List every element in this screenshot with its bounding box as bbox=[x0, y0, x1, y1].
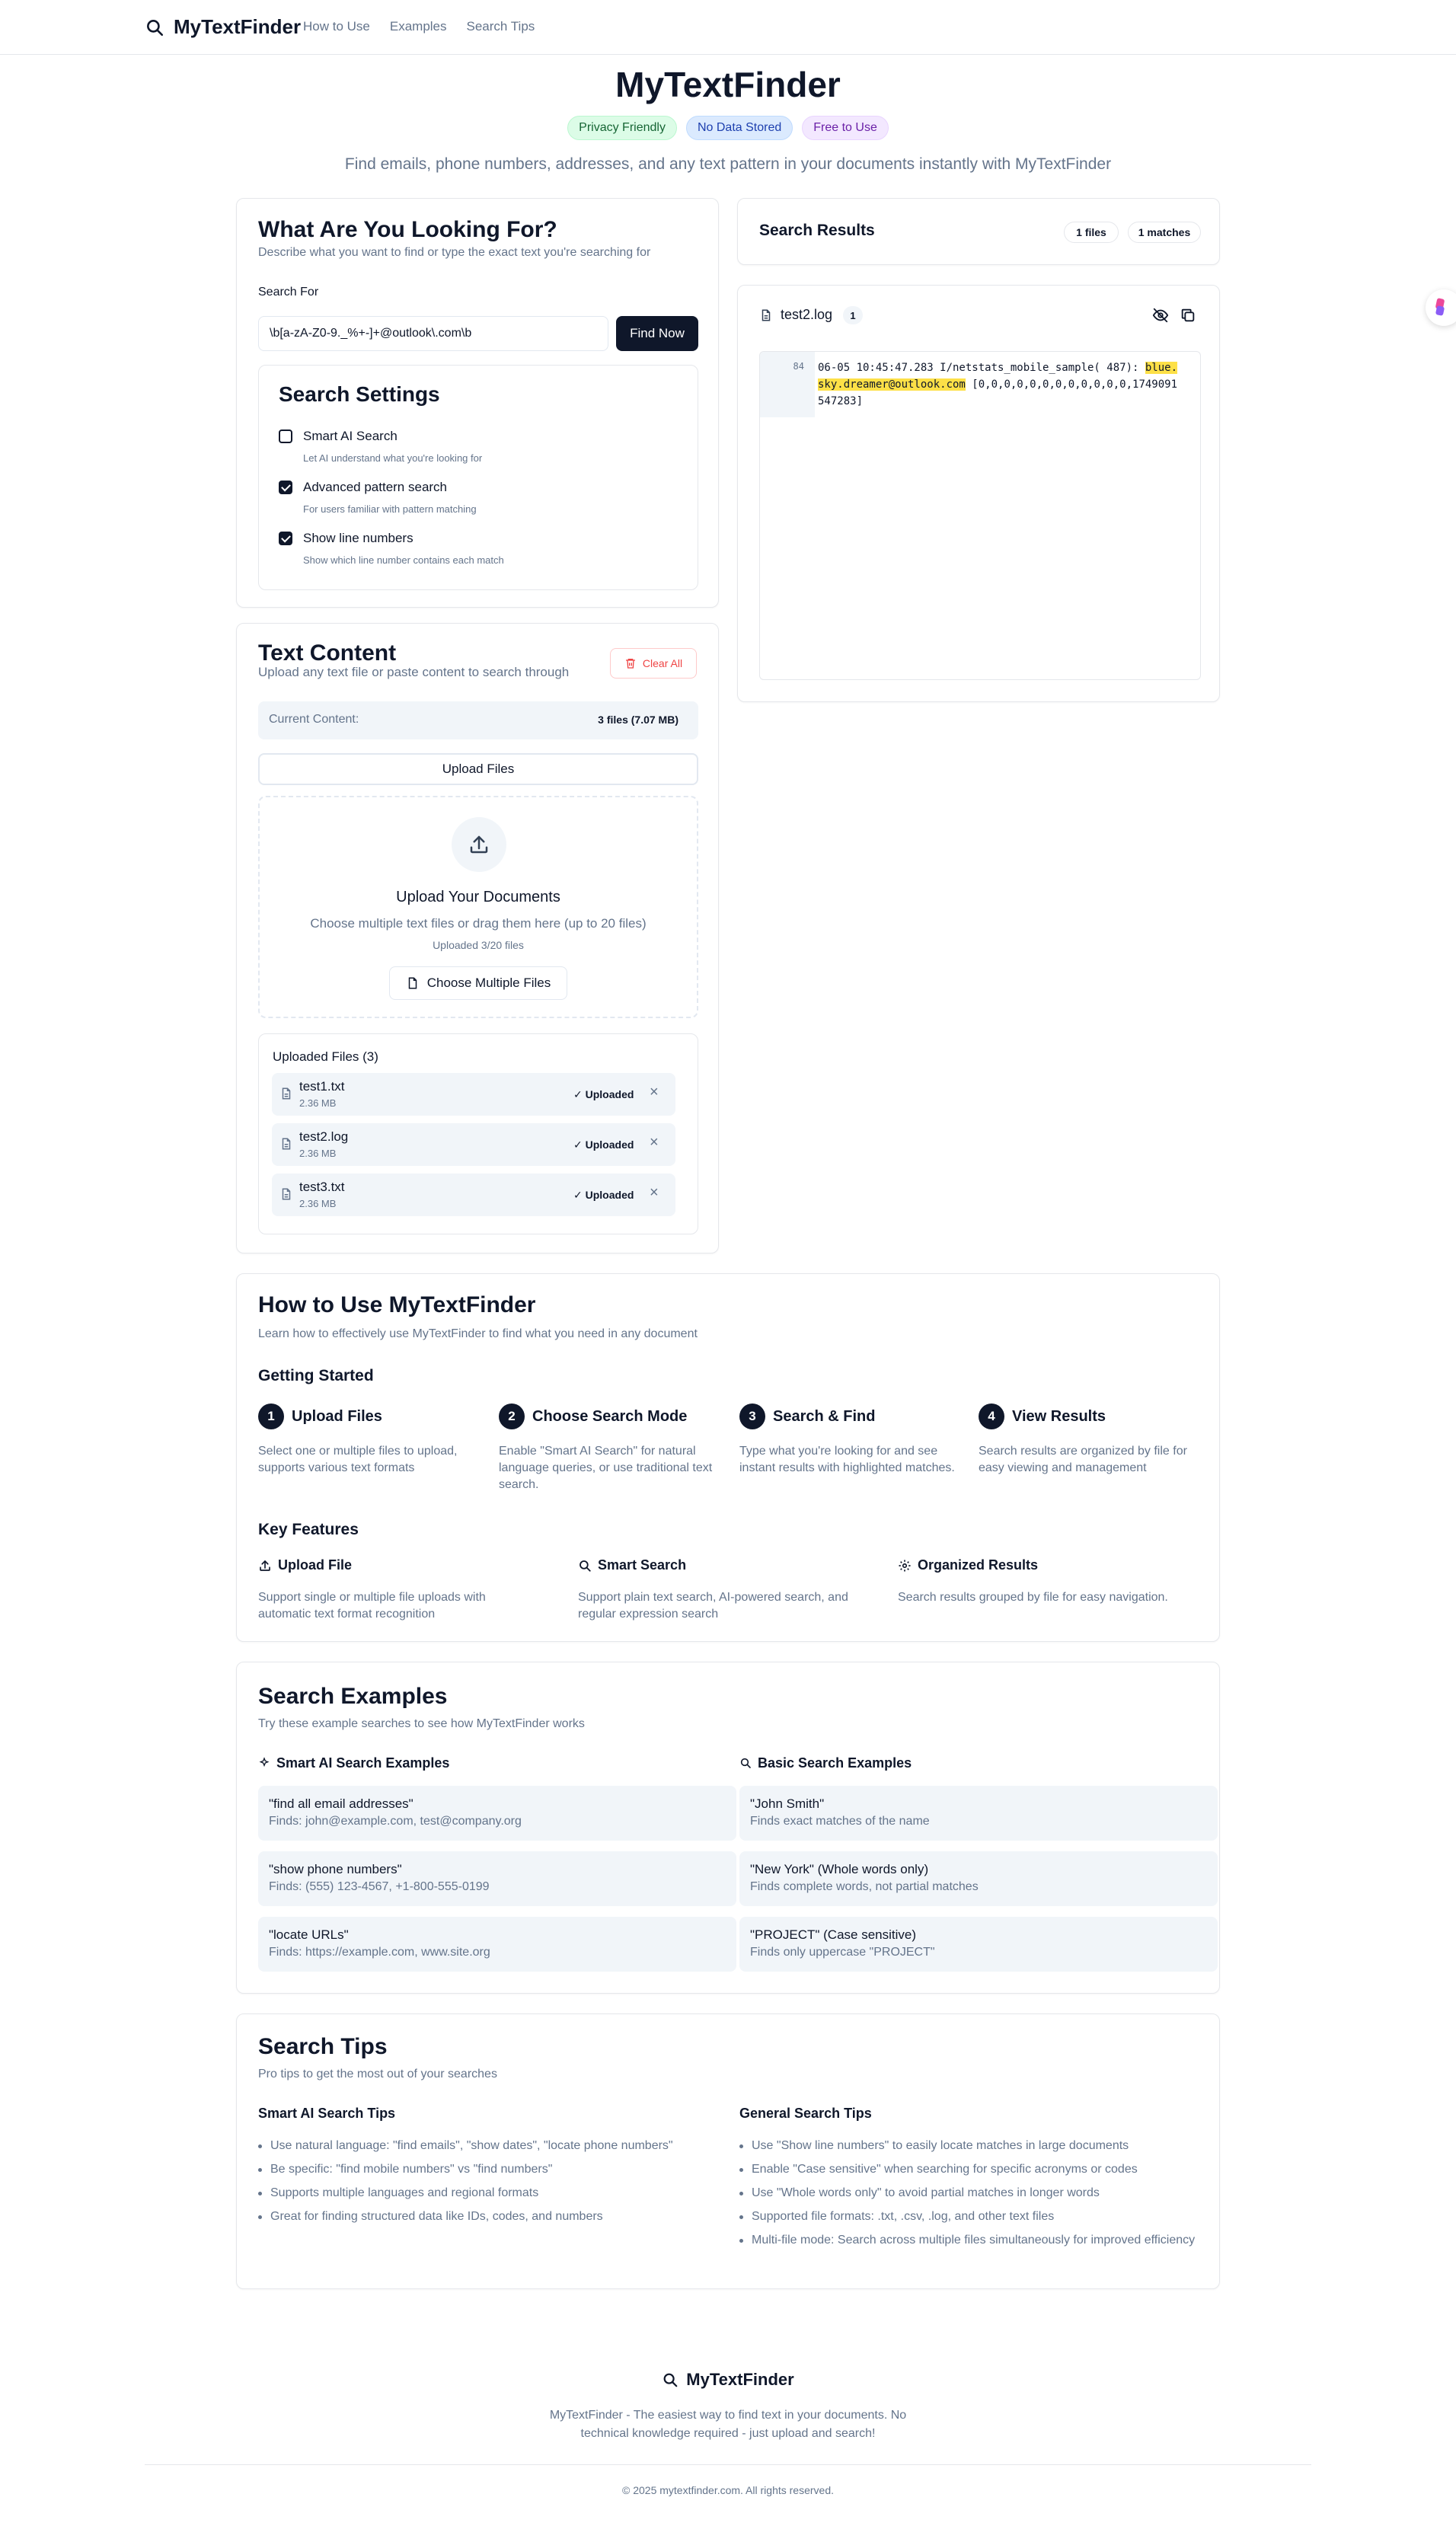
ai-example-item[interactable] bbox=[258, 1917, 736, 1972]
upload-title: Upload Your Documents bbox=[396, 889, 560, 905]
tip-item: Use natural language: "find emails", "show dates", "locate phone numbers" bbox=[258, 2138, 715, 2154]
current-content-value: 3 files (7.07 MB) bbox=[598, 714, 679, 726]
page-title: MyTextFinder bbox=[615, 65, 841, 104]
step-number: 3 bbox=[739, 1404, 765, 1429]
step-desc: Type what you're looking for and see instant results with highlighted matches. bbox=[739, 1445, 955, 1474]
file-status: ✓ Uploaded bbox=[573, 1138, 634, 1151]
tip-item: Multi-file mode: Search across multiple files simultaneously for improved efficiency bbox=[739, 2232, 1196, 2249]
feature-desc: Support plain text search, AI-powered search, and regular expression search bbox=[578, 1591, 848, 1621]
search-input[interactable] bbox=[258, 316, 608, 351]
search-input-value: \b[a-zA-Z0-9._%+-]+@outlook\.com\b bbox=[270, 327, 472, 340]
feature-desc: Support single or multiple file uploads with automatic text format recognition bbox=[258, 1591, 486, 1621]
examples-subtitle: Try these example searches to see how MyTextFinder works bbox=[258, 1717, 585, 1730]
nav-link-search-tips[interactable]: Search Tips bbox=[466, 19, 535, 34]
step-desc: Search results are organized by file for easy viewing and management bbox=[979, 1445, 1187, 1474]
example-result: Finds: https://example.com, www.site.org bbox=[269, 1946, 490, 1959]
result-match-highlight: blue. bbox=[1145, 362, 1178, 374]
basic-example-item[interactable] bbox=[739, 1917, 1218, 1972]
tips-title: Search Tips bbox=[258, 2034, 388, 2059]
file-name: test1.txt bbox=[299, 1079, 345, 1094]
smart-ai-desc: Let AI understand what you're looking for bbox=[303, 452, 483, 464]
file-icon bbox=[279, 1187, 293, 1201]
example-query: "show phone numbers" bbox=[269, 1862, 402, 1876]
file-name: test3.txt bbox=[299, 1180, 345, 1194]
floating-extension-button[interactable] bbox=[1426, 289, 1456, 326]
copy-icon[interactable] bbox=[1180, 307, 1196, 324]
badge-privacy: Privacy Friendly bbox=[567, 116, 677, 140]
search-settings-title: Search Settings bbox=[279, 382, 440, 406]
tips-subtitle: Pro tips to get the most out of your searches bbox=[258, 2068, 497, 2081]
ai-tips-title: Smart AI Search Tips bbox=[258, 2106, 396, 2121]
general-tips-title: General Search Tips bbox=[739, 2106, 872, 2121]
step-title: View Results bbox=[1012, 1408, 1106, 1425]
tip-item: Supports multiple languages and regional formats bbox=[258, 2185, 715, 2202]
remove-file-icon[interactable]: × bbox=[650, 1134, 659, 1151]
result-line-row-3 bbox=[818, 393, 1199, 410]
footer-brand-name: MyTextFinder bbox=[686, 2370, 794, 2389]
basic-example-item[interactable] bbox=[739, 1851, 1218, 1906]
example-result: Finds complete words, not partial matches bbox=[750, 1880, 979, 1893]
ai-example-item[interactable] bbox=[258, 1851, 736, 1906]
step-number: 2 bbox=[499, 1404, 525, 1429]
tip-item: Use "Show line numbers" to easily locate matches in large documents bbox=[739, 2138, 1196, 2154]
example-query: "John Smith" bbox=[750, 1796, 825, 1811]
ai-tips-list bbox=[258, 2138, 715, 2232]
search-results-header bbox=[737, 198, 1220, 265]
file-icon bbox=[406, 976, 420, 990]
example-result: Finds: (555) 123-4567, +1-800-555-0199 bbox=[269, 1880, 490, 1893]
current-content-label: Current Content: bbox=[269, 713, 359, 726]
how-to-use-section bbox=[236, 1273, 1220, 1642]
how-to-subtitle: Learn how to effectively use MyTextFinder to find what you need in any document bbox=[258, 1327, 698, 1340]
nav-links bbox=[303, 19, 535, 34]
files-count-pill: 1 files bbox=[1064, 222, 1119, 243]
feature-title: Organized Results bbox=[918, 1557, 1039, 1573]
search-settings-panel bbox=[258, 365, 698, 590]
feature-title: Smart Search bbox=[598, 1557, 687, 1573]
sparkles-icon bbox=[258, 1757, 270, 1769]
basic-examples-title: Basic Search Examples bbox=[758, 1755, 912, 1771]
footer-description: MyTextFinder - The easiest way to find text in your documents. No technical knowledge required - just upload and search! bbox=[549, 2409, 907, 2440]
search-icon bbox=[662, 2371, 679, 2388]
search-examples-section bbox=[236, 1662, 1220, 1994]
hide-eye-icon[interactable] bbox=[1152, 307, 1169, 324]
search-card bbox=[236, 198, 719, 608]
nav-link-how-to-use[interactable]: How to Use bbox=[303, 19, 370, 34]
extension-icon bbox=[1426, 289, 1456, 326]
hero-subtitle: Find emails, phone numbers, addresses, and any text pattern in your documents instantly with MyTextFinder bbox=[344, 155, 1112, 173]
step-desc: Select one or multiple files to upload, supports various text formats bbox=[258, 1445, 458, 1474]
result-line-before: 06-05 10:45:47.283 I/netstats_mobile_sample( 487): bbox=[818, 362, 1145, 374]
remove-file-icon[interactable]: × bbox=[650, 1084, 659, 1100]
tip-item: Use "Whole words only" to avoid partial matches in longer words bbox=[739, 2185, 1196, 2202]
file-name: test2.log bbox=[299, 1129, 349, 1144]
matches-count-pill: 1 matches bbox=[1128, 222, 1201, 243]
line-number: 84 bbox=[793, 361, 804, 372]
step-number: 4 bbox=[979, 1404, 1004, 1429]
file-status: ✓ Uploaded bbox=[573, 1088, 634, 1100]
search-card-title: What Are You Looking For? bbox=[258, 217, 557, 242]
getting-started-title: Getting Started bbox=[258, 1367, 374, 1384]
upload-desc: Choose multiple text files or drag them here (up to 20 files) bbox=[310, 916, 647, 931]
badge-free: Free to Use bbox=[802, 116, 889, 140]
smart-ai-label: Smart AI Search bbox=[303, 429, 398, 443]
gear-icon bbox=[898, 1559, 912, 1573]
nav-link-examples[interactable]: Examples bbox=[389, 19, 447, 34]
general-tips-list bbox=[739, 2138, 1196, 2256]
choose-files-label: Choose Multiple Files bbox=[426, 976, 551, 990]
file-size: 2.36 MB bbox=[299, 1148, 337, 1159]
example-query: "New York" (Whole words only) bbox=[750, 1862, 929, 1876]
text-content-title: Text Content bbox=[258, 640, 397, 666]
tip-item: Enable "Case sensitive" when searching for specific acronyms or codes bbox=[739, 2161, 1196, 2178]
tip-item: Supported file formats: .txt, .csv, .log, and other text files bbox=[739, 2208, 1196, 2225]
line-numbers-desc: Show which line number contains each match bbox=[303, 554, 504, 566]
search-tips-section bbox=[236, 2013, 1220, 2289]
result-line-after: 547283] bbox=[818, 395, 864, 407]
brand-logo[interactable] bbox=[145, 15, 301, 39]
advanced-pattern-desc: For users familiar with pattern matching bbox=[303, 503, 477, 515]
example-result: Finds exact matches of the name bbox=[750, 1815, 930, 1828]
example-query: "PROJECT" (Case sensitive) bbox=[750, 1927, 917, 1942]
file-size: 2.36 MB bbox=[299, 1097, 337, 1109]
choose-files-button[interactable] bbox=[389, 966, 567, 1000]
result-code-view bbox=[759, 351, 1201, 680]
line-numbers-label: Show line numbers bbox=[303, 531, 413, 545]
result-match-highlight: sky.dreamer@outlook.com bbox=[818, 378, 966, 391]
clear-all-label: Clear All bbox=[642, 657, 683, 669]
feature-title: Upload File bbox=[278, 1557, 353, 1573]
text-content-subtitle: Upload any text file or paste content to search through bbox=[258, 665, 570, 679]
footer-brand bbox=[0, 2370, 1456, 2390]
ai-examples-title: Smart AI Search Examples bbox=[276, 1755, 450, 1771]
find-now-button[interactable]: Find Now bbox=[616, 316, 698, 351]
uploaded-file-row bbox=[272, 1174, 675, 1216]
file-status: ✓ Uploaded bbox=[573, 1189, 634, 1201]
remove-file-icon[interactable]: × bbox=[650, 1184, 659, 1201]
result-line-row-1 bbox=[818, 359, 1199, 376]
example-result: Finds only uppercase "PROJECT" bbox=[750, 1946, 935, 1959]
tip-item: Great for finding structured data like IDs, codes, and numbers bbox=[258, 2208, 715, 2225]
step-number: 1 bbox=[258, 1404, 284, 1429]
step-title: Search & Find bbox=[773, 1408, 876, 1425]
file-icon bbox=[759, 308, 773, 322]
example-result: Finds: john@example.com, test@company.org bbox=[269, 1815, 522, 1828]
step-desc: Enable "Smart AI Search" for natural language queries, or use traditional text search. bbox=[499, 1445, 713, 1491]
key-features-title: Key Features bbox=[258, 1521, 359, 1538]
examples-title: Search Examples bbox=[258, 1684, 448, 1709]
upload-dropzone[interactable] bbox=[258, 796, 698, 1018]
search-icon bbox=[578, 1559, 592, 1573]
result-line-row-2 bbox=[818, 376, 1199, 393]
upload-icon bbox=[258, 1559, 272, 1573]
trash-icon bbox=[624, 657, 637, 669]
feature-desc: Search results grouped by file for easy navigation. bbox=[898, 1591, 1168, 1604]
result-line-after: [0,0,0,0,0,0,0,0,0,0,0,0,1749091 bbox=[965, 378, 1178, 391]
result-file-name: test2.log bbox=[781, 307, 833, 322]
upload-icon bbox=[452, 817, 506, 872]
footer-divider bbox=[145, 2464, 1311, 2465]
file-icon bbox=[279, 1137, 293, 1151]
result-line bbox=[818, 359, 1199, 410]
step-title: Choose Search Mode bbox=[532, 1408, 688, 1425]
upload-files-tab[interactable]: Upload Files bbox=[258, 753, 698, 785]
search-for-label: Search For bbox=[258, 286, 319, 299]
advanced-pattern-checkbox[interactable] bbox=[279, 481, 292, 494]
step-title: Upload Files bbox=[292, 1408, 382, 1425]
uploaded-files-title: Uploaded Files (3) bbox=[273, 1049, 378, 1064]
advanced-pattern-label: Advanced pattern search bbox=[303, 480, 448, 494]
top-navbar bbox=[0, 0, 1456, 55]
brand-name: MyTextFinder bbox=[174, 15, 302, 38]
ai-example-item[interactable] bbox=[258, 1786, 736, 1841]
tip-item: Be specific: "find mobile numbers" vs "find numbers" bbox=[258, 2161, 715, 2178]
example-query: "locate URLs" bbox=[269, 1927, 349, 1942]
text-content-card bbox=[236, 623, 719, 1253]
result-file-count: 1 bbox=[843, 306, 863, 324]
line-numbers-checkbox[interactable] bbox=[279, 532, 292, 545]
badge-no-data: No Data Stored bbox=[686, 116, 793, 140]
example-query: "find all email addresses" bbox=[269, 1796, 413, 1811]
uploaded-file-row bbox=[272, 1123, 675, 1166]
line-number-gutter bbox=[760, 352, 815, 417]
search-card-subtitle: Describe what you want to find or type the exact text you're searching for bbox=[258, 246, 651, 259]
uploaded-file-row bbox=[272, 1073, 675, 1116]
clear-all-button[interactable] bbox=[610, 648, 697, 679]
basic-example-item[interactable] bbox=[739, 1786, 1218, 1841]
search-icon bbox=[739, 1757, 752, 1769]
upload-count: Uploaded 3/20 files bbox=[433, 939, 524, 951]
hero-badges bbox=[0, 116, 1456, 140]
how-to-title: How to Use MyTextFinder bbox=[258, 1292, 536, 1317]
file-size: 2.36 MB bbox=[299, 1198, 337, 1209]
file-icon bbox=[279, 1087, 293, 1100]
search-results-title: Search Results bbox=[759, 222, 875, 239]
smart-ai-checkbox[interactable] bbox=[279, 430, 292, 443]
search-icon bbox=[145, 18, 164, 37]
current-content-bar bbox=[258, 701, 698, 739]
footer-copyright: © 2025 mytextfinder.com. All rights reserved. bbox=[622, 2484, 834, 2496]
search-results-panel bbox=[737, 285, 1220, 702]
